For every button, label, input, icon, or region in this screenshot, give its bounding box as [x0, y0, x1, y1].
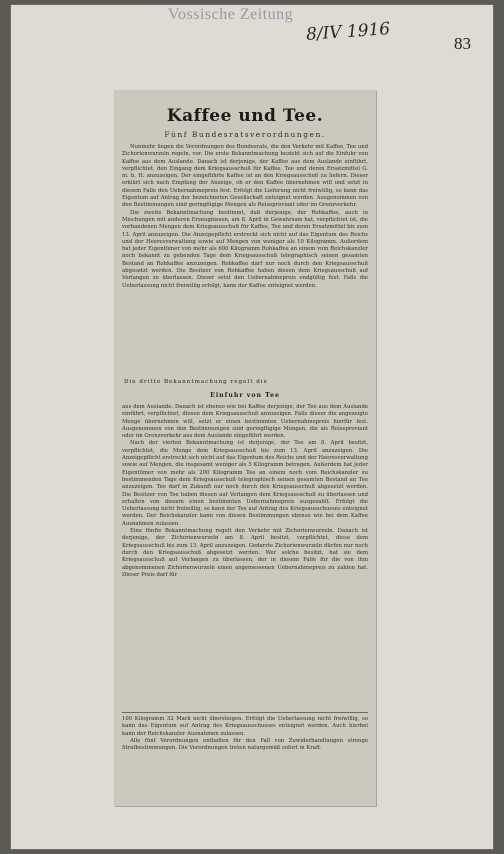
- article-subtitle: Fünf Bundesratsverordnungen.: [164, 130, 326, 139]
- newspaper-clipping: [114, 90, 376, 806]
- paragraph: Die zweite Bekanntmachung bestimmt, daß derjenige, der Rohkaffee, auch in Mischungen mit anderen Erzeugnissen, am 8. April in Gewahrsam hat, verpflichtet ist, die vorhandenen Mengen dem Kriegsausschuß für Kaffee, Tee und deren Ersatzmittel bis zum 13. April anzuzeigen. Die Anzeigepflicht erstreckt sich nicht auf das Eigentum des Reichs und der Heeresverwaltung sowie auf Mengen von weniger als 10 Kilogramm. Außerdem hat jeder Eigentümer von mehr als 600 Kilogramm Rohkaffee an einem vom Reichskanzler noch bekannt zu gebenden Tage dem Kriegsausschuß telegraphisch seinen gesamten Bestand an Rohkaffee anzuzeigen. Rohkaffee darf nur noch durch den Kriegsausschuß abgesetzt werden. Die Besitzer von Rohkaffee haben diesen dem Kriegsausschuß auf Verlangen zu überlassen. Dieser setzt den Uebernahmepreis endgültig fest. Falls die Ueberlassung nicht freiwillig erfolgt, kann der Kaffee enteignet werden.: [122, 209, 368, 289]
- article-body-part-1: [122, 144, 368, 290]
- clipping-content: [120, 96, 370, 796]
- article-body-part-2: [122, 404, 368, 579]
- paragraph: Eine fünfte Bekanntmachung regelt den Verkehr mit Zichorienwurzeln. Danach ist derjenige, der Zichorienwurzeln am 8. April besitzt, verpflichtet, diese dem Kriegsausschuß bis zum 13. April anzuzeigen. Gedarrte Zichorienwurzeln dürfen nur noch durch den Kriegsausschuß abgesetzt werden. Wer solche besitzt, hat sie dem Kriegsausschuß auf Verlangen zu überlassen, der in diesem Falle für die von ihm abgenommenen Zichorienwurzeln einen angemessenen Uebernahmepreis zu zahlen hat. Dieser Preis darf für: [122, 528, 368, 578]
- paragraph: Nach der vierten Bekanntmachung ist derjenige, der Tee am 8. April besitzt, verpflichtet, die Menge dem Kriegsausschuß bis zum 13. April anzuzeigen. Die Anzeigepflicht erstreckt sich nicht auf das Eigentum des Reichs und der Heeresverwaltung sowie auf Mengen, die insgesamt weniger als 5 Kilogramm betragen. Außerdem hat jeder Eigentümer von mehr als 200 Kilogramm Tee an einem noch vom Reichskanzler zu bestimmenden Tage dem Kriegsausschuß telegraphisch seinen gesamten Bestand an Tee anzuzeigen. Tee darf in Zukunft nur noch durch den Kriegsausschuß abgesetzt werden. Die Besitzer von Tee haben diesen auf Verlangen dem Kriegsausschuß zu überlassen und erhalten von diesem einen bestimmten Uebernahmepreis ausgezahlt. Erfolgt die Ueberlassung nicht freiwillig, so kann der Tee auf Antrag des Kriegsausschusses enteignet werden. Der Reichskanzler kann von diesen Bestimmungen ebenso wie bei dem Kaffee Ausnahmen zulassen.: [122, 440, 368, 527]
- paragraph: Alle fünf Verordnungen enthalten für den Fall von Zuwiderhandlungen strenge Strafbestimmungen. Die Verordnungen treten naturgemäß sofort in Kraft.: [122, 737, 368, 752]
- handwritten-date: 8/IV 1916: [305, 19, 391, 45]
- article-continuation: [122, 716, 368, 752]
- clipping-divider: [122, 712, 368, 713]
- article-title: Kaffee und Tee.: [166, 106, 324, 126]
- paragraph: 100 Kilogramm 32 Mark nicht übersteigen. Erfolgt die Ueberlassung nicht freiwillig, so kann das Eigentum auf Antrag des Kriegsausschusses enteignet werden. Auch hierbei kann der Reichskanzler Ausnahmen zulassen.: [122, 716, 368, 737]
- paragraph: Nunmehr liegen die Verordnungen des Bundesrats, die den Verkehr mit Kaffee, Tee und Zichorienwurzeln regeln, vor. Die erste Bekanntmachung bezieht sich auf die Einfuhr von Kaffee aus dem Auslande. Danach ist derjenige, der Kaffee aus dem Auslande einführt, verpflichtet, den Eingang dem Kriegsausschuß für Kaffee, Tee und deren Ersatzmittel G. m. b. H. anzuzeigen. Der eingeführte Kaffee ist an den Kriegsausschuß zu liefern. Dieser erklärt sich nach Empfang der Anzeige, ob er den Kaffee übernehmen will und setzt in diesem Falle den Uebernahmepreis fest. Erfolgt die Lieferung nicht freiwillig, so kann das Eigentum auf Antrag der bezeichneten Gesellschaft enteignet werden. Ausgenommen von den Bestimmungen sind geringfügige Mengen als Reiseproviant oder im Grenzverkehr.: [122, 144, 368, 209]
- subhead-intro: Die dritte Bekanntmachung regelt die: [124, 379, 268, 385]
- subhead-tea-import: Einfuhr von Tee: [210, 392, 280, 399]
- paragraph: aus dem Auslande. Danach ist ebenso wie bei Kaffee derjenige, der Tee aus dem Auslande einführt, verpflichtet, diesen dem Kriegsausschuß anzuzeigen. Falls dieser die angezeigte Menge übernehmen will, setzt er einen bestimmten Uebernahmepreis hierfür fest. Ausgenommen von den Bestimmungen sind geringfügige Mengen, die als Reiseproviant oder im Grenzverkehr aus dem Auslande eingeführt werden.: [122, 404, 368, 440]
- newspaper-stamp: Vossische Zeitung: [168, 6, 294, 23]
- page-number: 83: [454, 34, 471, 53]
